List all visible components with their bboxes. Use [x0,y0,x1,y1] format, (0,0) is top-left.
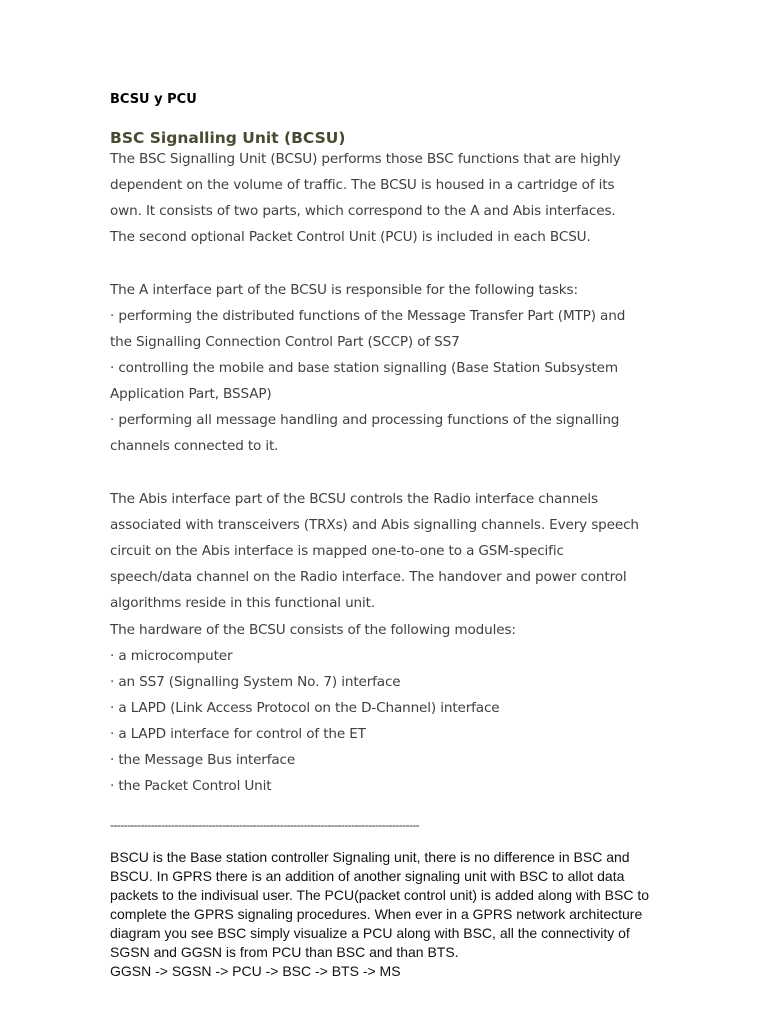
text-line: algorithms reside in this functional unit. [110,595,375,611]
text-line: The hardware of the BCSU consists of the following modules: [110,622,516,638]
document-title: BCSU y PCU [110,92,197,107]
text-line: GGSN -> SGSN -> PCU -> BSC -> BTS -> MS [110,963,401,979]
text-line: associated with transceivers (TRXs) and Abis signalling channels. Every speech [110,517,639,533]
dashed-divider: ------------------------------------------------------------------------------------------- [110,818,420,832]
text-line: dependent on the volume of traffic. The BCSU is housed in a cartridge of its [110,177,615,193]
paragraph-footer-note [110,848,670,981]
text-line: the Signalling Connection Control Part (SCCP) of SS7 [110,334,460,350]
text-line: own. It consists of two parts, which correspond to the A and Abis interfaces. [110,203,616,219]
list-item: · an SS7 (Signalling System No. 7) interface [110,674,401,690]
text-line: The Abis interface part of the BCSU controls the Radio interface channels [110,491,598,507]
text-line: complete the GPRS signaling procedures. When ever in a GPRS network architecture [110,906,643,922]
paragraph-abis-interface [110,486,670,616]
text-line: · controlling the mobile and base station signalling (Base Station Subsystem [110,360,618,376]
text-line: channels connected to it. [110,438,279,454]
paragraph-hardware-modules [110,617,670,799]
section-heading: BSC Signalling Unit (BCSU) [110,129,346,147]
text-line: BSCU. In GPRS there is an addition of another signaling unit with BSC to allot data [110,868,625,884]
text-line: Application Part, BSSAP) [110,386,272,402]
list-item: · the Message Bus interface [110,752,296,768]
text-line: SGSN and GGSN is from PCU than BSC and than BTS. [110,944,459,960]
text-line: The second optional Packet Control Unit (PCU) is included in each BCSU. [110,229,591,245]
list-item: · the Packet Control Unit [110,778,272,794]
text-line: · performing the distributed functions of the Message Transfer Part (MTP) and [110,308,626,324]
list-item: · a LAPD (Link Access Protocol on the D-Channel) interface [110,700,500,716]
paragraph-intro [110,146,670,250]
list-item: · a microcomputer [110,648,233,664]
text-line: The A interface part of the BCSU is responsible for the following tasks: [110,282,578,298]
text-line: The BSC Signalling Unit (BCSU) performs those BSC functions that are highly [110,151,621,167]
text-line: diagram you see BSC simply visualize a PCU along with BSC, all the connectivity of [110,925,630,941]
text-line: packets to the indivisual user. The PCU(packet control unit) is added along with BSC to [110,887,650,903]
text-line: speech/data channel on the Radio interface. The handover and power control [110,569,627,585]
text-line: circuit on the Abis interface is mapped one-to-one to a GSM-specific [110,543,564,559]
paragraph-a-interface [110,277,670,459]
list-item: · a LAPD interface for control of the ET [110,726,366,742]
text-line: BSCU is the Base station controller Signaling unit, there is no difference in BSC and [110,849,630,865]
text-line: · performing all message handling and processing functions of the signalling [110,412,620,428]
